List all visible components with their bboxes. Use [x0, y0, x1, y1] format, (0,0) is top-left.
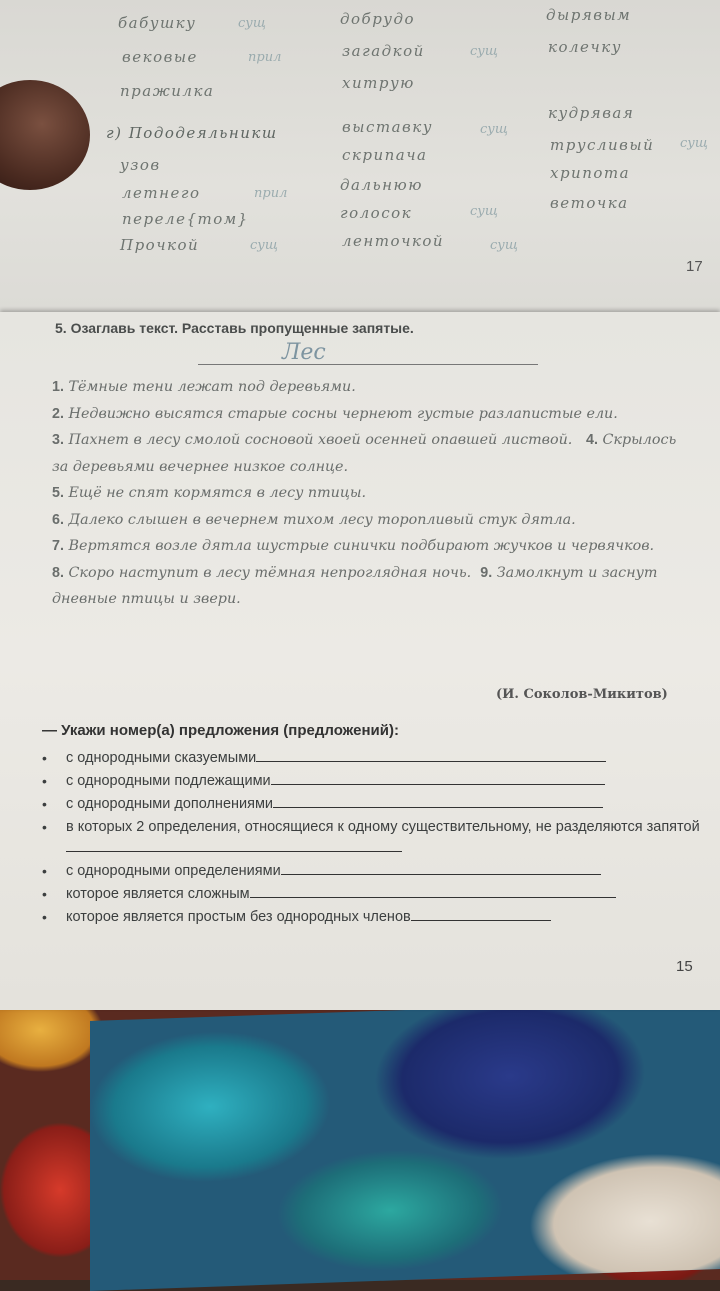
workbook-page [0, 312, 720, 1010]
word-item: выставку [342, 118, 433, 136]
sentence: 2. Недвижно высятся старые сосны чернеют густые разлапистые ели. [52, 405, 618, 422]
question-item: • которое является простым без однородных членов [40, 907, 700, 928]
word-item: колечку [548, 38, 622, 56]
handwritten-note: прил [248, 50, 282, 65]
word-item: трусливый [550, 136, 655, 154]
answer-line[interactable] [271, 772, 605, 785]
handwritten-note: сущ [480, 122, 508, 137]
word-item: бабушку [118, 14, 197, 32]
page-number: 15 [676, 958, 693, 975]
sentence: 5. Ещё не спят кормятся в лесу птицы. [52, 485, 367, 501]
handwritten-note: сущ [470, 204, 498, 219]
previous-page [0, 0, 720, 312]
word-item: дырявым [546, 6, 632, 24]
answer-line[interactable] [273, 795, 603, 808]
answer-line[interactable] [411, 908, 551, 921]
question-item: • с однородными определениями [40, 861, 700, 882]
word-item: ленточкой [342, 232, 445, 250]
handwritten-note: сущ [238, 16, 266, 31]
word-item: г) Пододеяльникш [106, 124, 278, 142]
question-item: • с однородными подлежащими [40, 771, 700, 792]
title-answer-line [198, 364, 538, 365]
question-item: • в которых 2 определения, относящиеся к одному существительному, не разделяются запятой [40, 817, 700, 859]
word-item: голосок [340, 204, 413, 222]
page-number: 17 [686, 258, 703, 275]
question-item: • с однородными сказуемыми [40, 748, 700, 769]
plastic-folder [90, 999, 720, 1291]
question-list [40, 748, 700, 930]
answer-line[interactable] [66, 839, 402, 852]
handwritten-note: сущ [250, 238, 278, 253]
exercise-text [52, 374, 692, 613]
question-item: • с однородными дополнениями [40, 794, 700, 815]
exercise-title: 5. Озаглавь текст. Расставь пропущенные запятые. [55, 320, 414, 336]
word-item: летнего [122, 184, 201, 202]
handwritten-note: прил [254, 186, 288, 201]
word-item: хрипота [550, 164, 631, 182]
handwritten-note: сущ [680, 136, 708, 151]
handwritten-note: сущ [490, 238, 518, 253]
author-credit: (И. Соколов-Микитов) [496, 687, 668, 702]
word-columns [0, 0, 720, 312]
handwritten-title: Лес [282, 340, 326, 365]
question-item: • которое является сложным [40, 884, 700, 905]
word-item: вековые [122, 48, 198, 66]
answer-line[interactable] [250, 885, 616, 898]
sentence: 3. Пахнет в лесу смолой сосновой хвоей осенней опавшей листвой. 4. Скрылось за деревьями вечернее низкое солнце. [52, 432, 677, 475]
word-item: хитрую [342, 74, 415, 92]
word-item: веточка [550, 194, 629, 212]
sentence: 6. Далеко слышен в вечернем тихом лесу торопливый стук дятла. [52, 511, 576, 528]
question-title: — Укажи номер(а) предложения (предложений): [42, 722, 399, 739]
sentence: 8. Скоро наступит в лесу тёмная непроглядная ночь. 9. Замолкнут и заснут дневные птицы и звери. [52, 564, 658, 607]
word-item: узов [120, 156, 161, 174]
sentence: 7. Вертятся возле дятла шустрые синички подбирают жучков и червячков. [52, 538, 655, 554]
answer-line[interactable] [256, 749, 606, 762]
word-item: загадкой [342, 42, 425, 60]
word-item: дальнюю [340, 176, 423, 194]
word-item: переле{том} [122, 210, 249, 228]
word-item: Прочкой [120, 236, 200, 254]
handwritten-note: сущ [470, 44, 498, 59]
word-item: кудрявая [548, 104, 635, 122]
sentence: 1. Тёмные тени лежат под деревьями. [52, 379, 356, 395]
word-item: добрудо [340, 10, 416, 28]
word-item: пражилка [120, 82, 215, 100]
answer-line[interactable] [281, 862, 601, 875]
word-item: скрипачa [342, 146, 428, 164]
